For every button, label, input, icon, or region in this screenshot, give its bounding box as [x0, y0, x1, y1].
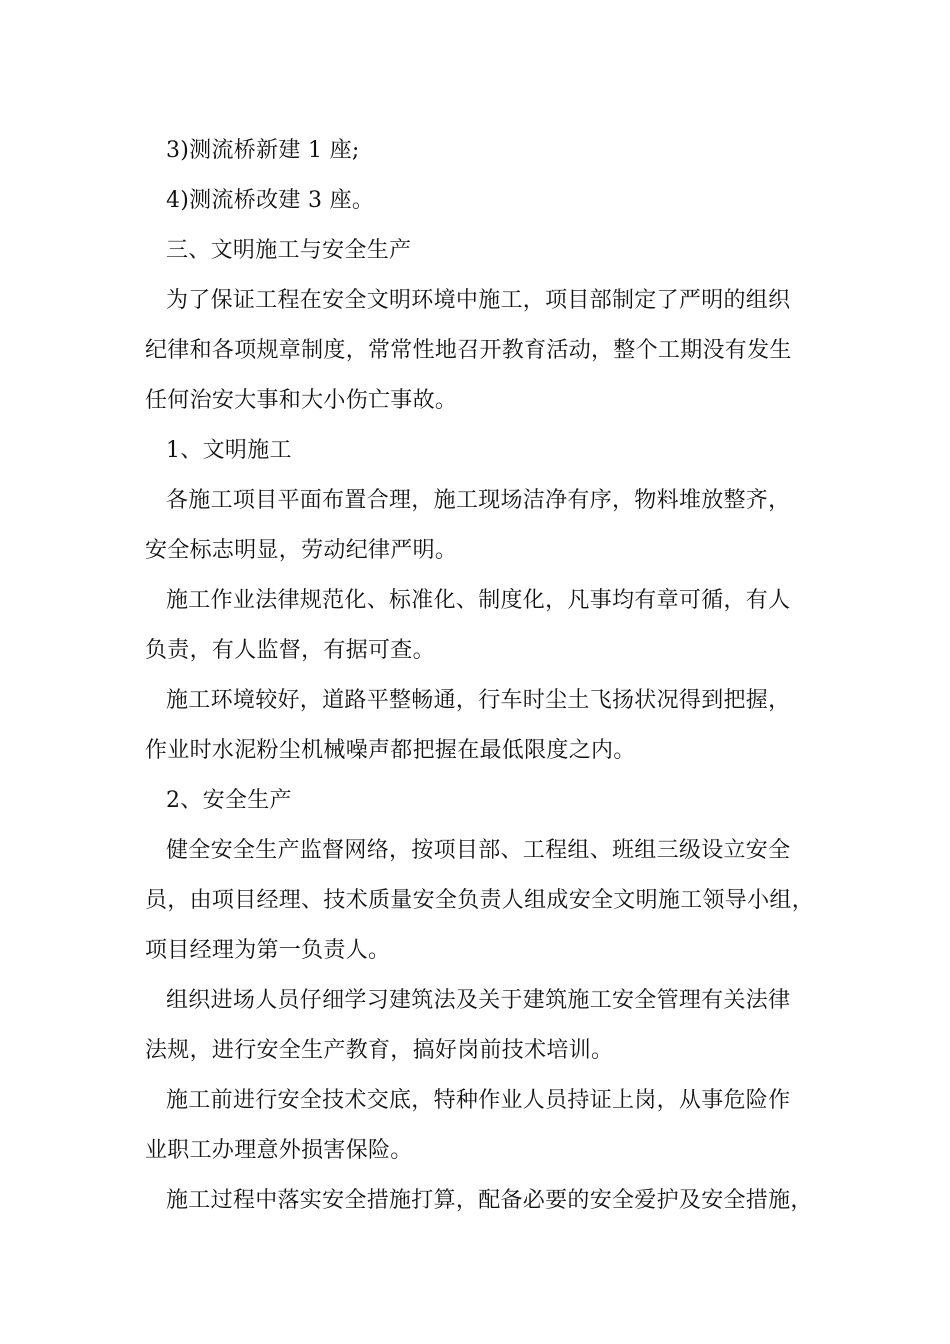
list-item-3: 3)测流桥新建 1 座; [166, 138, 360, 163]
paragraph-line: 施工前进行安全技术交底，特种作业人员持证上岗，从事危险作 [166, 1088, 791, 1113]
paragraph-line: 安全标志明显，劳动纪律严明。 [145, 538, 458, 563]
paragraph-line: 项目经理为第一负责人。 [145, 938, 391, 963]
paragraph-line: 施工过程中落实安全措施打算，配备必要的安全爱护及安全措施， [166, 1188, 813, 1213]
paragraph-line: 法规，进行安全生产教育，搞好岗前技术培训。 [145, 1038, 614, 1063]
paragraph-line: 任何治安大事和大小伤亡事故。 [145, 388, 458, 413]
list-item-4: 4)测流桥改建 3 座。 [166, 188, 375, 213]
paragraph-line: 业职工办理意外损害保险。 [145, 1138, 413, 1163]
subsection-heading-1: 1、文明施工 [166, 438, 292, 463]
paragraph-line: 施工作业法律规范化、标准化、制度化，凡事均有章可循，有人 [166, 588, 791, 613]
subsection-heading-2: 2、安全生产 [166, 788, 292, 813]
paragraph-line: 负责，有人监督，有据可查。 [145, 638, 435, 663]
paragraph-line: 员，由项目经理、技术质量安全负责人组成安全文明施工领导小组， [145, 888, 815, 913]
paragraph-line: 健全安全生产监督网络，按项目部、工程组、班组三级设立安全 [166, 838, 791, 863]
paragraph-line: 各施工项目平面布置合理，施工现场洁净有序，物料堆放整齐， [166, 488, 791, 513]
paragraph-line: 作业时水泥粉尘机械噪声都把握在最低限度之内。 [145, 738, 636, 763]
section-heading-3: 三、文明施工与安全生产 [166, 238, 412, 263]
paragraph-line: 组织进场人员仔细学习建筑法及关于建筑施工安全管理有关法律 [166, 988, 791, 1013]
paragraph-line: 为了保证工程在安全文明环境中施工，项目部制定了严明的组织 [166, 288, 791, 313]
paragraph-line: 纪律和各项规章制度，常常性地召开教育活动，整个工期没有发生 [145, 338, 792, 363]
paragraph-line: 施工环境较好，道路平整畅通，行车时尘土飞扬状况得到把握， [166, 688, 791, 713]
